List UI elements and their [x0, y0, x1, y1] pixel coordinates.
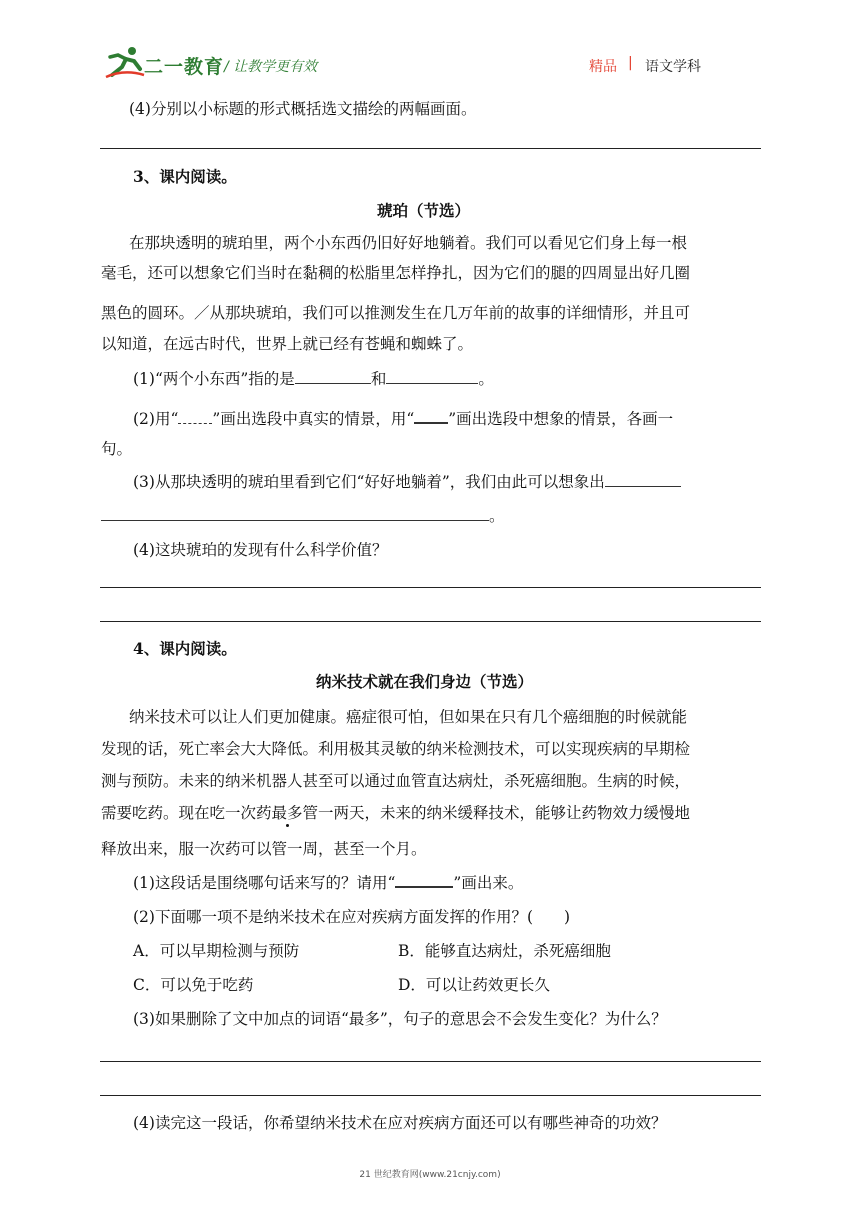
option-d[interactable]: D．可以让药效更长久: [398, 976, 550, 994]
s3-question-2: (2)用“ ”画出选段中真实的情景，用“ ”画出选段中想象的情景，各画一: [133, 410, 674, 428]
s4-question-4: (4)读完这一段话，你希望纳米技术在应对疾病方面还可以有哪些神奇的功效？: [133, 1114, 667, 1132]
logo-text: 二一教育: [144, 56, 225, 78]
section-3-passage-line: 在那块透明的琥珀里，两个小东西仍旧好好地躺着。我们可以看见它们身上每一根: [129, 234, 688, 252]
prev-question-4: (4)分别以小标题的形式概括选文描绘的两幅画面。: [129, 100, 477, 118]
answer-blank[interactable]: [605, 472, 681, 487]
section-4-passage-line: 需要吃药。现在吃一次药最多管一两天，未来的纳米缓释技术，能够让药物效力缓慢地: [101, 804, 691, 822]
section-4-passage-line: 释放出来，服一次药可以管一周，甚至一个月。: [101, 840, 427, 858]
answer-line[interactable]: [100, 587, 761, 588]
wavy-line-mark: [414, 408, 448, 424]
s4-question-1: (1)这段话是围绕哪句话来写的？请用“ ”画出来。: [133, 874, 524, 892]
header-slogan: / 让教学更有效: [224, 59, 318, 75]
s3-question-4: (4)这块琥珀的发现有什么科学价值？: [133, 541, 388, 559]
section-3-title: 琥珀（节选）: [377, 201, 471, 220]
footer-text: 21 世纪教育网(www.21cnjy.com): [359, 1170, 501, 1180]
s3-question-3: (3)从那块透明的琥珀里看到它们“好好地躺着”，我们由此可以想象出: [133, 469, 681, 496]
s4-question-2: (2)下面哪一项不是纳米技术在应对疾病方面发挥的作用？( ): [133, 908, 571, 926]
section-3-heading: 3、课内阅读。: [133, 167, 237, 186]
s4-question-3: (3)如果删除了文中加点的词语“最多”，句子的意思会不会发生变化？为什么？: [133, 1010, 667, 1028]
answer-line[interactable]: [100, 621, 761, 622]
emphasized-word: 最多: [271, 804, 303, 822]
option-c[interactable]: C．可以免于吃药: [133, 976, 254, 994]
header-separator: |: [628, 55, 633, 71]
section-3-passage-line: 黑色的圆环。／从那块琥珀，我们可以推测发生在几万年前的故事的详细情形，并且可: [101, 304, 691, 322]
runner-logo-icon: [104, 45, 146, 79]
section-4-heading: 4、课内阅读。: [133, 639, 237, 658]
header-tag-subject: 语文学科: [645, 59, 701, 75]
answer-blank[interactable]: [386, 369, 478, 384]
option-b[interactable]: B．能够直达病灶，杀死癌细胞: [398, 942, 611, 960]
straight-line-mark: [178, 409, 212, 424]
s3-question-1: (1)“两个小东西”指的是 和 。: [133, 370, 494, 388]
option-a[interactable]: A．可以早期检测与预防: [133, 942, 300, 960]
s3-question-2-cont: 句。: [101, 440, 133, 458]
section-4-passage-line: 发现的话，死亡率会大大降低。利用极其灵敏的纳米检测技术，可以实现疾病的早期检: [101, 740, 691, 758]
section-4-passage-line: 测与预防。未来的纳米机器人甚至可以通过血管直达病灶，杀死癌细胞。生病的时候，: [101, 772, 691, 790]
section-3-passage-line: 毫毛，还可以想象它们当时在黏稠的松脂里怎样挣扎，因为它们的腿的四周显出好几圈: [101, 264, 691, 282]
section-3-passage-line: 以知道，在远古时代，世界上就已经有苍蝇和蜘蛛了。: [101, 335, 474, 353]
header-tag-premium: 精品: [589, 59, 617, 75]
s3-question-3-cont: 。: [101, 503, 505, 530]
answer-blank[interactable]: [295, 369, 371, 384]
section-4-title: 纳米技术就在我们身边（节选）: [316, 672, 534, 691]
answer-line[interactable]: [100, 1061, 761, 1062]
answer-line[interactable]: [100, 1095, 761, 1096]
answer-line: [100, 148, 761, 149]
underline-mark: [395, 872, 453, 888]
answer-blank[interactable]: [101, 506, 489, 521]
section-4-passage-line: 纳米技术可以让人们更加健康。癌症很可怕，但如果在只有几个癌细胞的时候就能: [129, 708, 688, 726]
